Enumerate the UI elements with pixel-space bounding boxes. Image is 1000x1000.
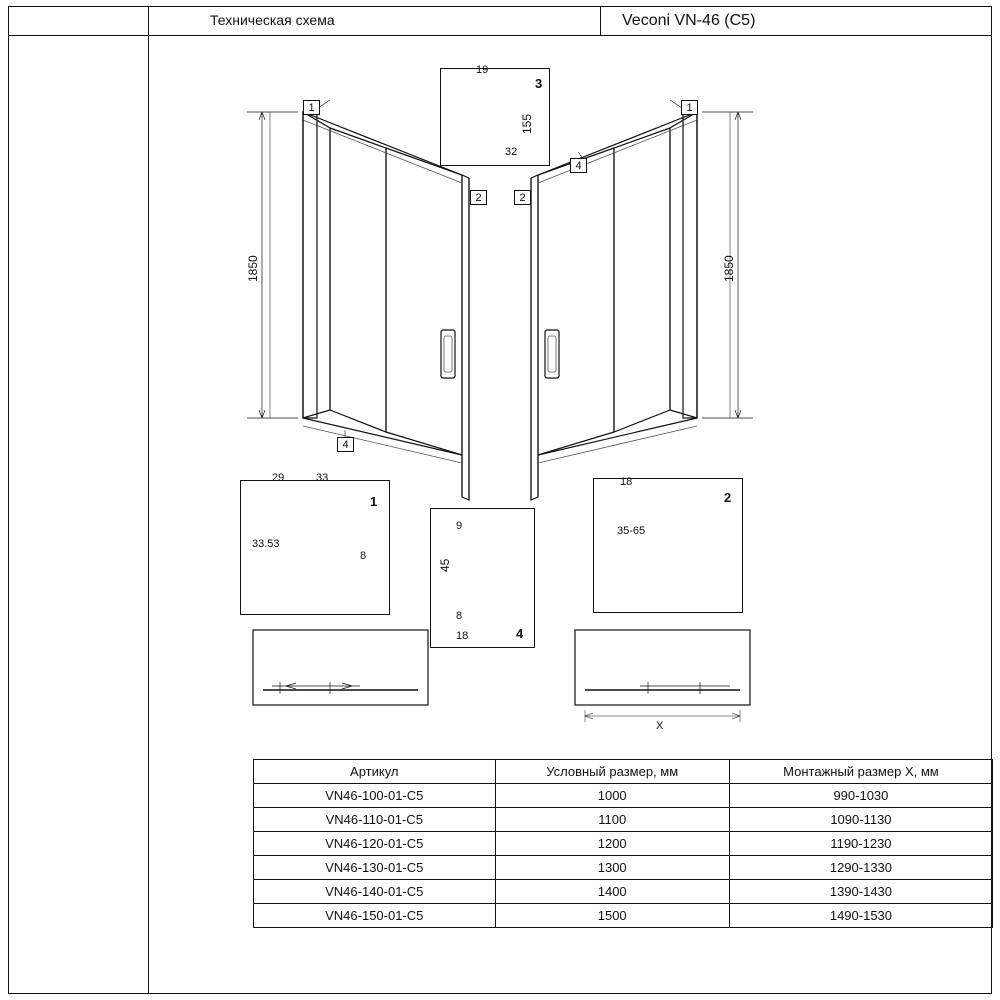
callout-1-left: 1: [303, 100, 320, 115]
cell-article: VN46-150-01-C5: [254, 904, 496, 928]
detail1-dim-d: 8: [360, 550, 367, 562]
detail4-dim-b: 45: [438, 558, 452, 572]
detail-1-number: 1: [370, 494, 378, 509]
table-row: [254, 904, 993, 928]
cell-nominal-size: 1100: [495, 808, 729, 832]
detail1-dim-a: 29: [272, 472, 285, 484]
callout-2-left: 2: [470, 190, 487, 205]
detail4-dim-c: 8: [456, 610, 463, 622]
header-right-divider: [600, 6, 601, 36]
cell-nominal-size: 1400: [495, 880, 729, 904]
header-nominal-size: Условный размер, мм: [495, 760, 729, 784]
detail2-dim-a: 18: [620, 476, 633, 488]
header-rule: [8, 6, 992, 36]
specification-table: [253, 759, 993, 928]
cell-mount-size: 1090-1130: [729, 808, 992, 832]
cell-mount-size: 1190-1230: [729, 832, 992, 856]
height-dimension-right: 1850: [722, 255, 736, 282]
detail1-dim-b: 33: [316, 472, 329, 484]
table-row: [254, 784, 993, 808]
detail-4-number: 4: [516, 626, 524, 641]
plan-dimension-x: X: [656, 720, 664, 732]
table-row: [254, 808, 993, 832]
header-mount-size: Монтажный размер X, мм: [729, 760, 992, 784]
callout-4-top: 4: [570, 158, 587, 173]
detail-2-frame: [593, 478, 743, 613]
table-body: [254, 784, 993, 928]
detail3-dim-depth: 32: [505, 146, 518, 158]
callout-4-bottom: 4: [337, 437, 354, 452]
cell-nominal-size: 1300: [495, 856, 729, 880]
cell-nominal-size: 1500: [495, 904, 729, 928]
cell-mount-size: 1290-1330: [729, 856, 992, 880]
page-title-right: Veconi VN-46 (C5): [622, 12, 756, 29]
table-row: [254, 832, 993, 856]
header-article: Артикул: [254, 760, 496, 784]
detail4-dim-d: 18: [456, 630, 469, 642]
cell-nominal-size: 1200: [495, 832, 729, 856]
cell-nominal-size: 1000: [495, 784, 729, 808]
cell-mount-size: 1490-1530: [729, 904, 992, 928]
table-header-row: [254, 760, 993, 784]
cell-article: VN46-130-01-C5: [254, 856, 496, 880]
cell-mount-size: 990-1030: [729, 784, 992, 808]
cell-article: VN46-140-01-C5: [254, 880, 496, 904]
callout-2-right: 2: [514, 190, 531, 205]
detail2-dim-b: 35-65: [617, 525, 646, 537]
detail4-dim-a: 9: [456, 520, 463, 532]
detail1-dim-c: 33.53: [252, 538, 280, 550]
cell-article: VN46-100-01-C5: [254, 784, 496, 808]
detail3-dim-width: 19: [476, 64, 489, 76]
detail3-dim-height: 155: [520, 113, 534, 134]
cell-article: VN46-120-01-C5: [254, 832, 496, 856]
table-row: [254, 856, 993, 880]
header-left-divider: [148, 6, 149, 994]
cell-mount-size: 1390-1430: [729, 880, 992, 904]
height-dimension-left: 1850: [246, 255, 260, 282]
cell-article: VN46-110-01-C5: [254, 808, 496, 832]
callout-1-right: 1: [681, 100, 698, 115]
detail-2-number: 2: [724, 490, 732, 505]
detail-3-number: 3: [535, 76, 543, 91]
table-row: [254, 880, 993, 904]
page-title-left: Техническая схема: [210, 12, 335, 28]
